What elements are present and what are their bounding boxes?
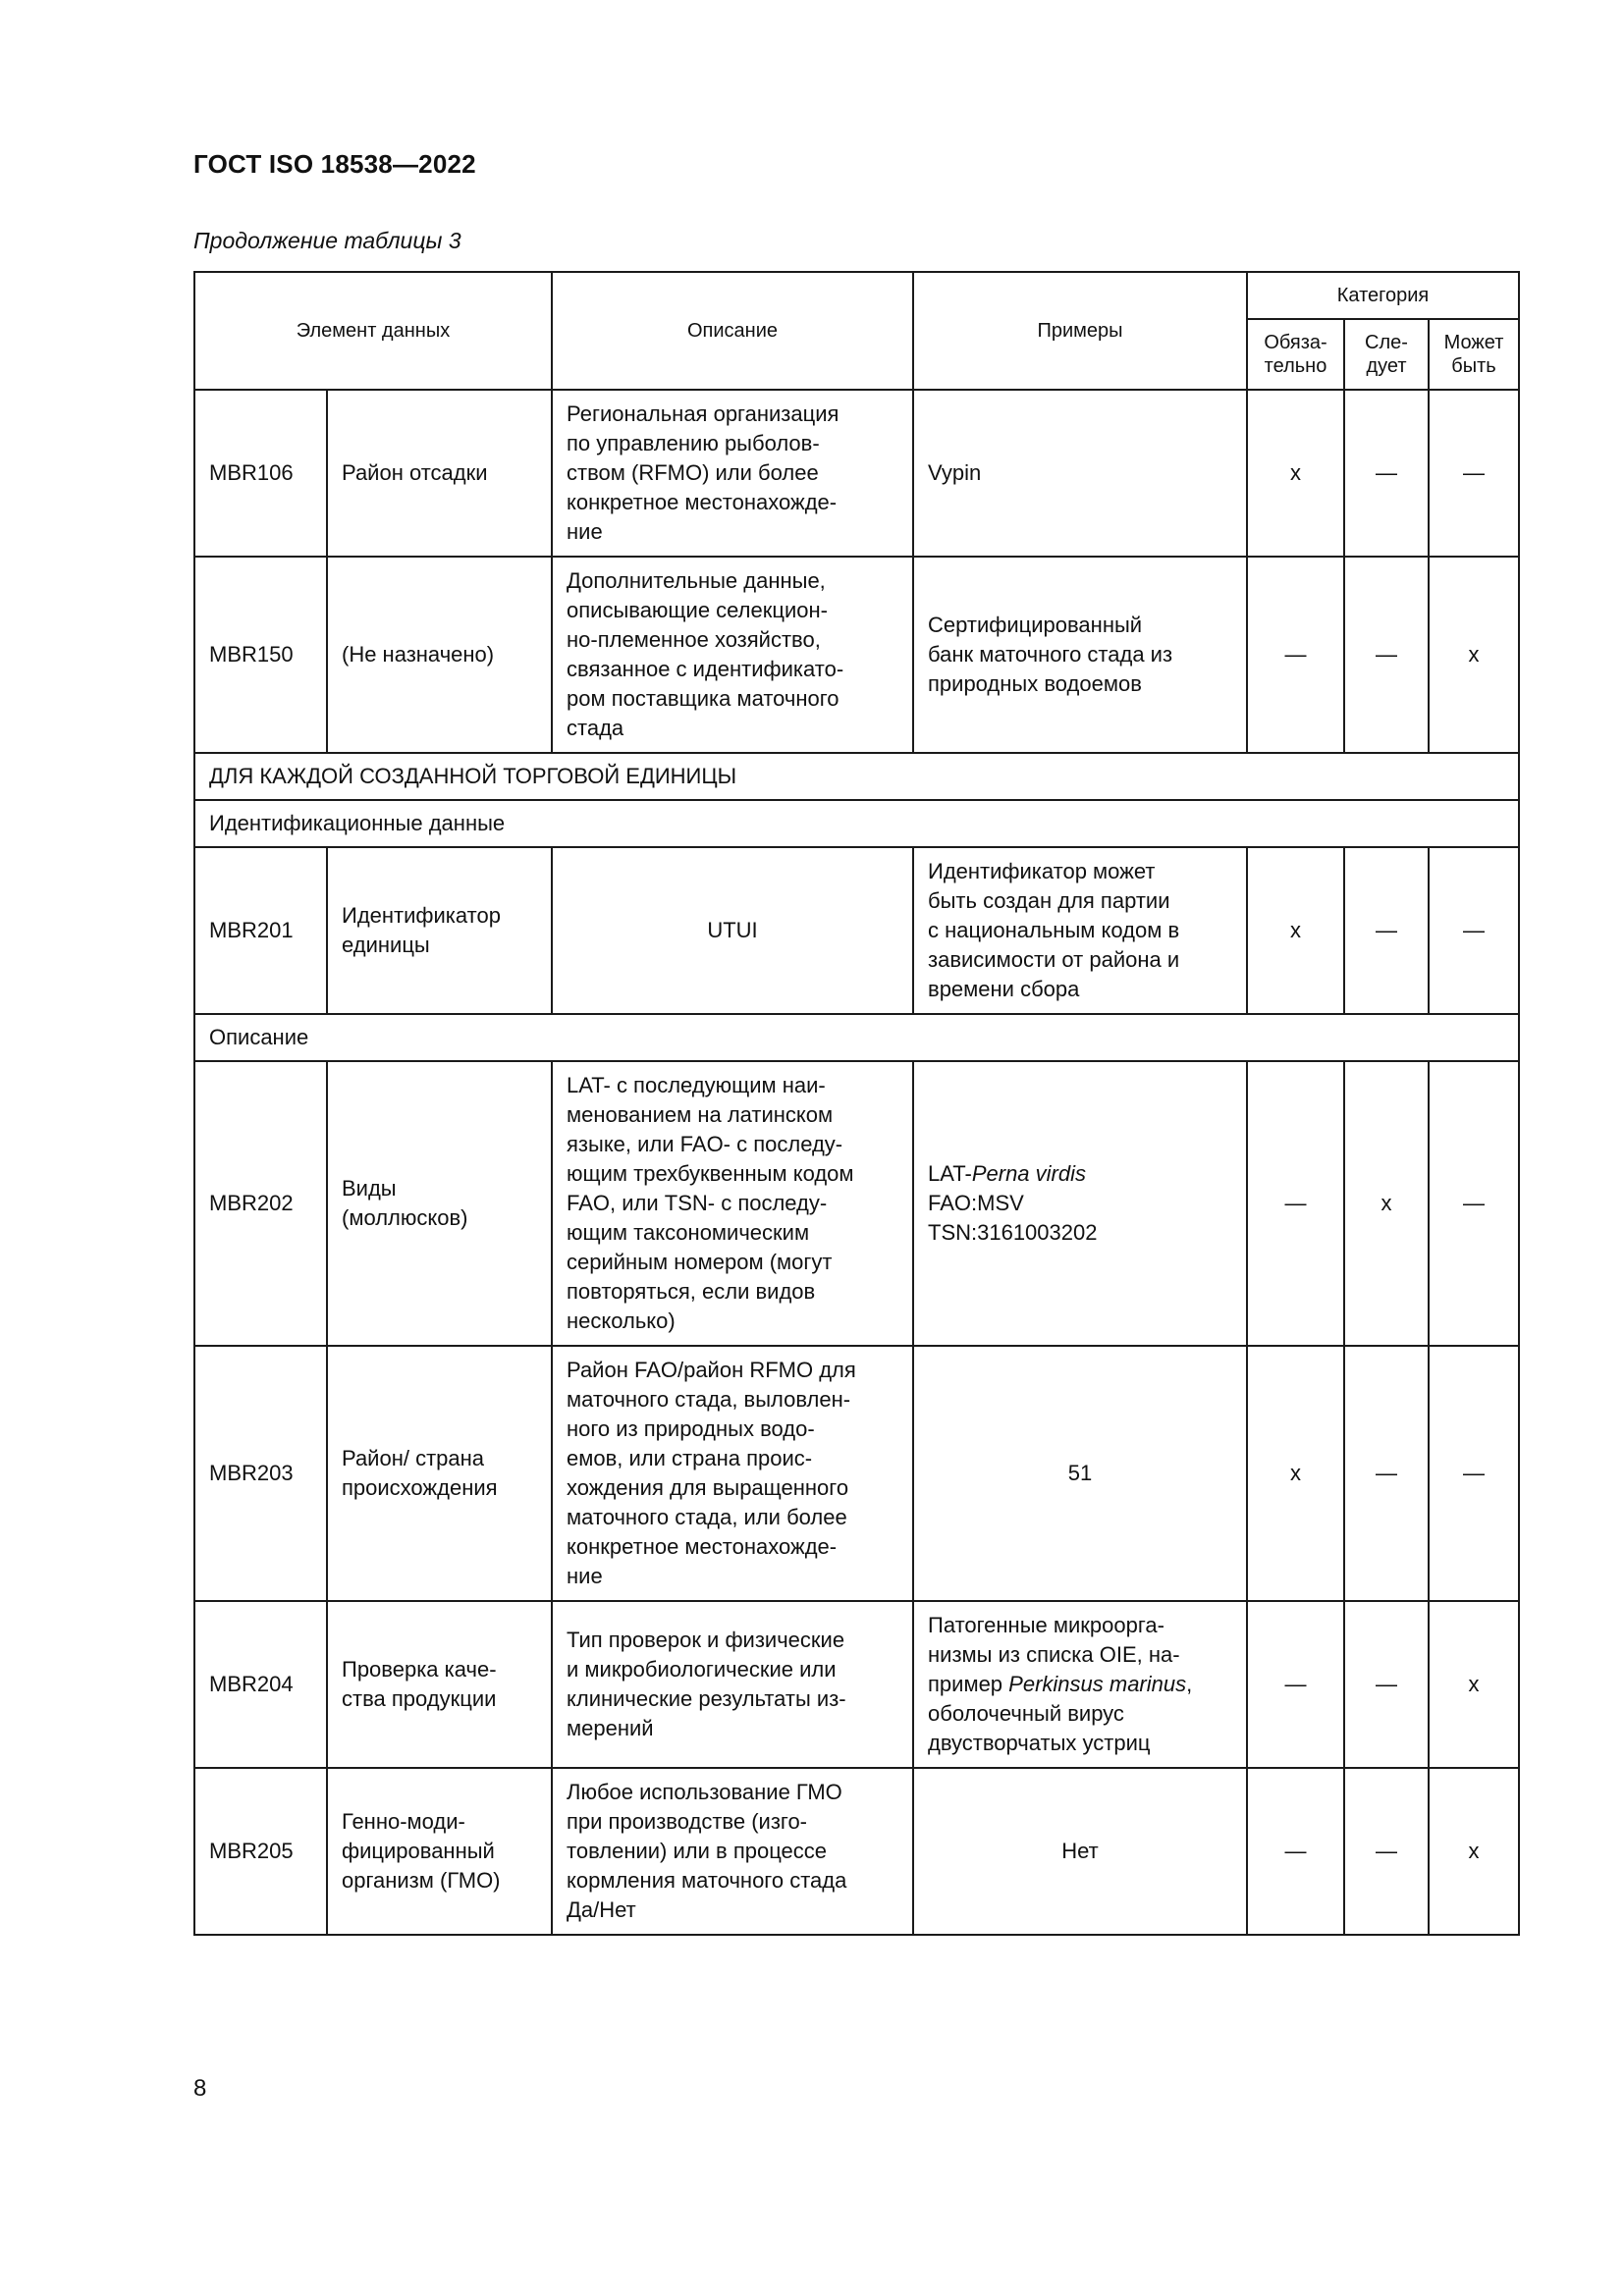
element-example: LAT-Perna virdis FAO:MSV TSN:3161003202: [913, 1061, 1247, 1346]
element-code: MBR203: [194, 1346, 327, 1601]
may-mark: x: [1429, 1601, 1519, 1768]
should-mark: —: [1344, 1346, 1429, 1601]
header-examples: Примеры: [913, 272, 1247, 390]
element-description: Региональная организация по управлению рыболов- ством (RFMO) или более конкретное местонахожде- ние: [552, 390, 913, 557]
element-name: Виды (моллюсков): [327, 1061, 552, 1346]
element-description: UTUI: [552, 847, 913, 1014]
element-name: Район отсадки: [327, 390, 552, 557]
may-mark: —: [1429, 390, 1519, 557]
element-example: Патогенные микроорга- низмы из списка OIE, на- пример Perkinsus marinus, оболочечный вирус двустворчатых устриц: [913, 1601, 1247, 1768]
section-row: [194, 753, 1519, 800]
element-example: Нет: [913, 1768, 1247, 1935]
subsection-identification: Идентификационные данные: [194, 800, 1519, 847]
should-mark: —: [1344, 1768, 1429, 1935]
should-mark: x: [1344, 1061, 1429, 1346]
mandatory-mark: x: [1247, 1346, 1344, 1601]
element-description: LAT- с последующим наи- менованием на латинском языке, или FAO- с последу- ющим трехбуквенным кодом FAO, или TSN- с последу- ющим таксономическим серийным номером (могут повторяться, если видов несколько): [552, 1061, 913, 1346]
element-description: Дополнительные данные, описывающие селекцион- но-племенное хозяйство, связанное с идентификато- ром поставщика маточного стада: [552, 557, 913, 753]
mandatory-mark: —: [1247, 557, 1344, 753]
mandatory-mark: —: [1247, 1768, 1344, 1935]
mandatory-mark: —: [1247, 1061, 1344, 1346]
element-name: Проверка каче- ства продукции: [327, 1601, 552, 1768]
may-mark: —: [1429, 1346, 1519, 1601]
header-mandatory: Обяза- тельно: [1247, 319, 1344, 390]
header-description: Описание: [552, 272, 913, 390]
should-mark: —: [1344, 1601, 1429, 1768]
element-code: MBR204: [194, 1601, 327, 1768]
element-name: Район/ страна происхождения: [327, 1346, 552, 1601]
table-row: [194, 1346, 1519, 1601]
element-example: Сертифицированный банк маточного стада из природных водоемов: [913, 557, 1247, 753]
element-code: MBR201: [194, 847, 327, 1014]
document-title: ГОСТ ISO 18538—2022: [193, 149, 476, 179]
may-mark: —: [1429, 847, 1519, 1014]
element-code: MBR150: [194, 557, 327, 753]
header-may: Может быть: [1429, 319, 1519, 390]
element-code: MBR106: [194, 390, 327, 557]
table-row: [194, 1061, 1519, 1346]
element-name: Идентификатор единицы: [327, 847, 552, 1014]
element-description: Любое использование ГМО при производстве (изго- товлении) или в процессе кормления маточного стада Да/Нет: [552, 1768, 913, 1935]
element-description: Район FAO/район RFMO для маточного стада, выловлен- ного из природных водо- емов, или страна проис- хождения для выращенного маточного стада, или более конкретное местонахожде- ние: [552, 1346, 913, 1601]
may-mark: x: [1429, 557, 1519, 753]
element-code: MBR202: [194, 1061, 327, 1346]
subsection-row: [194, 1014, 1519, 1061]
header-should: Сле- дует: [1344, 319, 1429, 390]
element-example: Идентификатор может быть создан для партии с национальным кодом в зависимости от района и времени сбора: [913, 847, 1247, 1014]
table-row: [194, 1601, 1519, 1768]
table-row: [194, 557, 1519, 753]
subsection-description: Описание: [194, 1014, 1519, 1061]
should-mark: —: [1344, 847, 1429, 1014]
element-name: (Не назначено): [327, 557, 552, 753]
may-mark: —: [1429, 1061, 1519, 1346]
element-description: Тип проверок и физические и микробиологические или клинические результаты из- мерений: [552, 1601, 913, 1768]
element-name: Генно-моди- фицированный организм (ГМО): [327, 1768, 552, 1935]
page-number: 8: [193, 2075, 207, 2102]
element-code: MBR205: [194, 1768, 327, 1935]
header-category: Категория: [1247, 272, 1519, 319]
mandatory-mark: x: [1247, 390, 1344, 557]
table-row: [194, 847, 1519, 1014]
mandatory-mark: —: [1247, 1601, 1344, 1768]
should-mark: —: [1344, 557, 1429, 753]
element-example: Vypin: [913, 390, 1247, 557]
table-row: [194, 1768, 1519, 1935]
table-row: [194, 390, 1519, 557]
element-example: 51: [913, 1346, 1247, 1601]
should-mark: —: [1344, 390, 1429, 557]
subsection-row: [194, 800, 1519, 847]
table-caption: Продолжение таблицы 3: [193, 228, 461, 253]
header-data-element: Элемент данных: [194, 272, 552, 390]
may-mark: x: [1429, 1768, 1519, 1935]
section-trade-unit: ДЛЯ КАЖДОЙ СОЗДАННОЙ ТОРГОВОЙ ЕДИНИЦЫ: [194, 753, 1519, 800]
data-elements-table: [193, 271, 1520, 1936]
mandatory-mark: x: [1247, 847, 1344, 1014]
